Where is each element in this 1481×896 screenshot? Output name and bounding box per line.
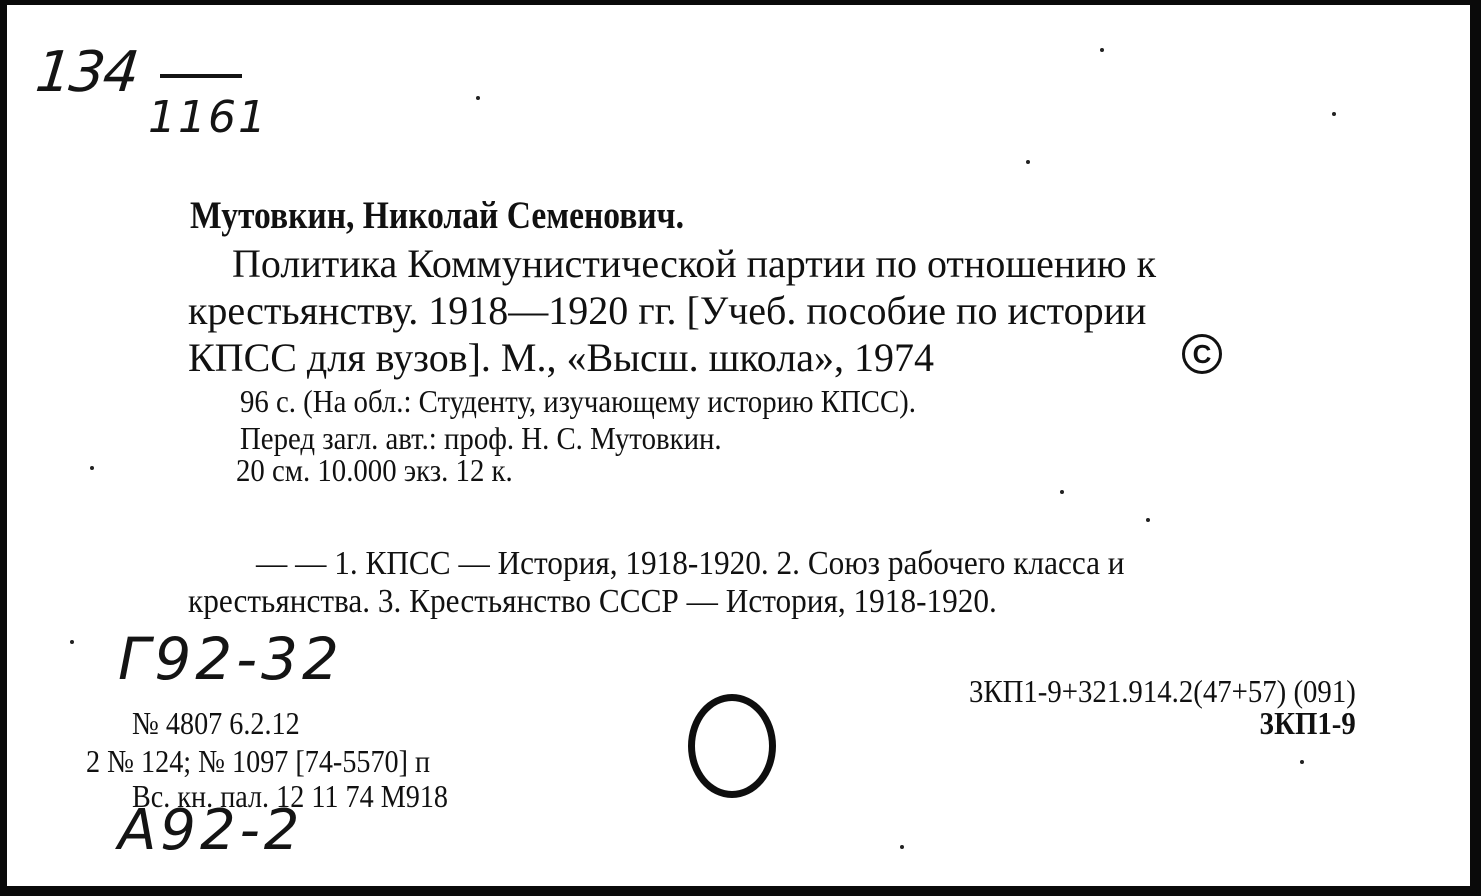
card-border-left [0,0,7,896]
scan-speck [476,96,480,100]
card-border-bottom [4,886,1478,896]
handwritten-shelf-number: 1161 [148,92,268,143]
scan-speck [1332,112,1336,116]
handwritten-shelf-code: 134 [32,40,141,105]
subject-headings-continued: крестьянства. 3. Крестьянство СССР — История, 1918-1920. [188,583,997,620]
scan-speck [1060,490,1064,494]
book-chamber-record: Вс. кн. пал. 12 11 74 М918 [132,778,448,814]
author-note: Перед загл. авт.: проф. Н. С. Мутовкин. [240,420,722,456]
author-heading: Мутовкин, Николай Семенович. [190,194,684,237]
scan-speck [70,640,74,644]
classification-index: 3КП1-9+321.914.2(47+57) (091) [969,673,1356,709]
title-line: Политика Коммунистической партии по отношению к [232,241,1157,286]
handwritten-fraction-line [160,74,242,78]
publication-registry: 2 № 124; № 1097 [74-5570] п [86,743,431,779]
handwritten-location-code: A92-2 [118,798,304,863]
copyright-icon: C [1182,334,1222,374]
title-line: крестьянству. 1918—1920 гг. [Учеб. пособие по истории [188,288,1147,333]
subject-headings: — — 1. КПСС — История, 1918-1920. 2. Союз рабочего класса и [256,545,1125,582]
card-border-top [6,0,1474,5]
scan-speck [1100,48,1104,52]
publication-number: № 4807 6.2.12 [132,705,300,741]
classification-short: 3КП1-9 [1259,705,1356,741]
scan-speck [1146,518,1150,522]
handwritten-index-code: Г92-32 [118,625,343,693]
punch-hole-ring [688,694,776,798]
card-border-right [1470,0,1481,896]
scan-speck [900,845,904,849]
imprint-line: КПСС для вузов]. М., «Высш. школа», 1974 [188,335,934,380]
size-edition-price: 20 см. 10.000 экз. 12 к. [236,452,513,488]
pagination-note: 96 с. (На обл.: Студенту, изучающему историю КПСС). [240,383,916,419]
scan-speck [1026,160,1030,164]
scan-speck [90,466,94,470]
scan-speck [1300,760,1304,764]
